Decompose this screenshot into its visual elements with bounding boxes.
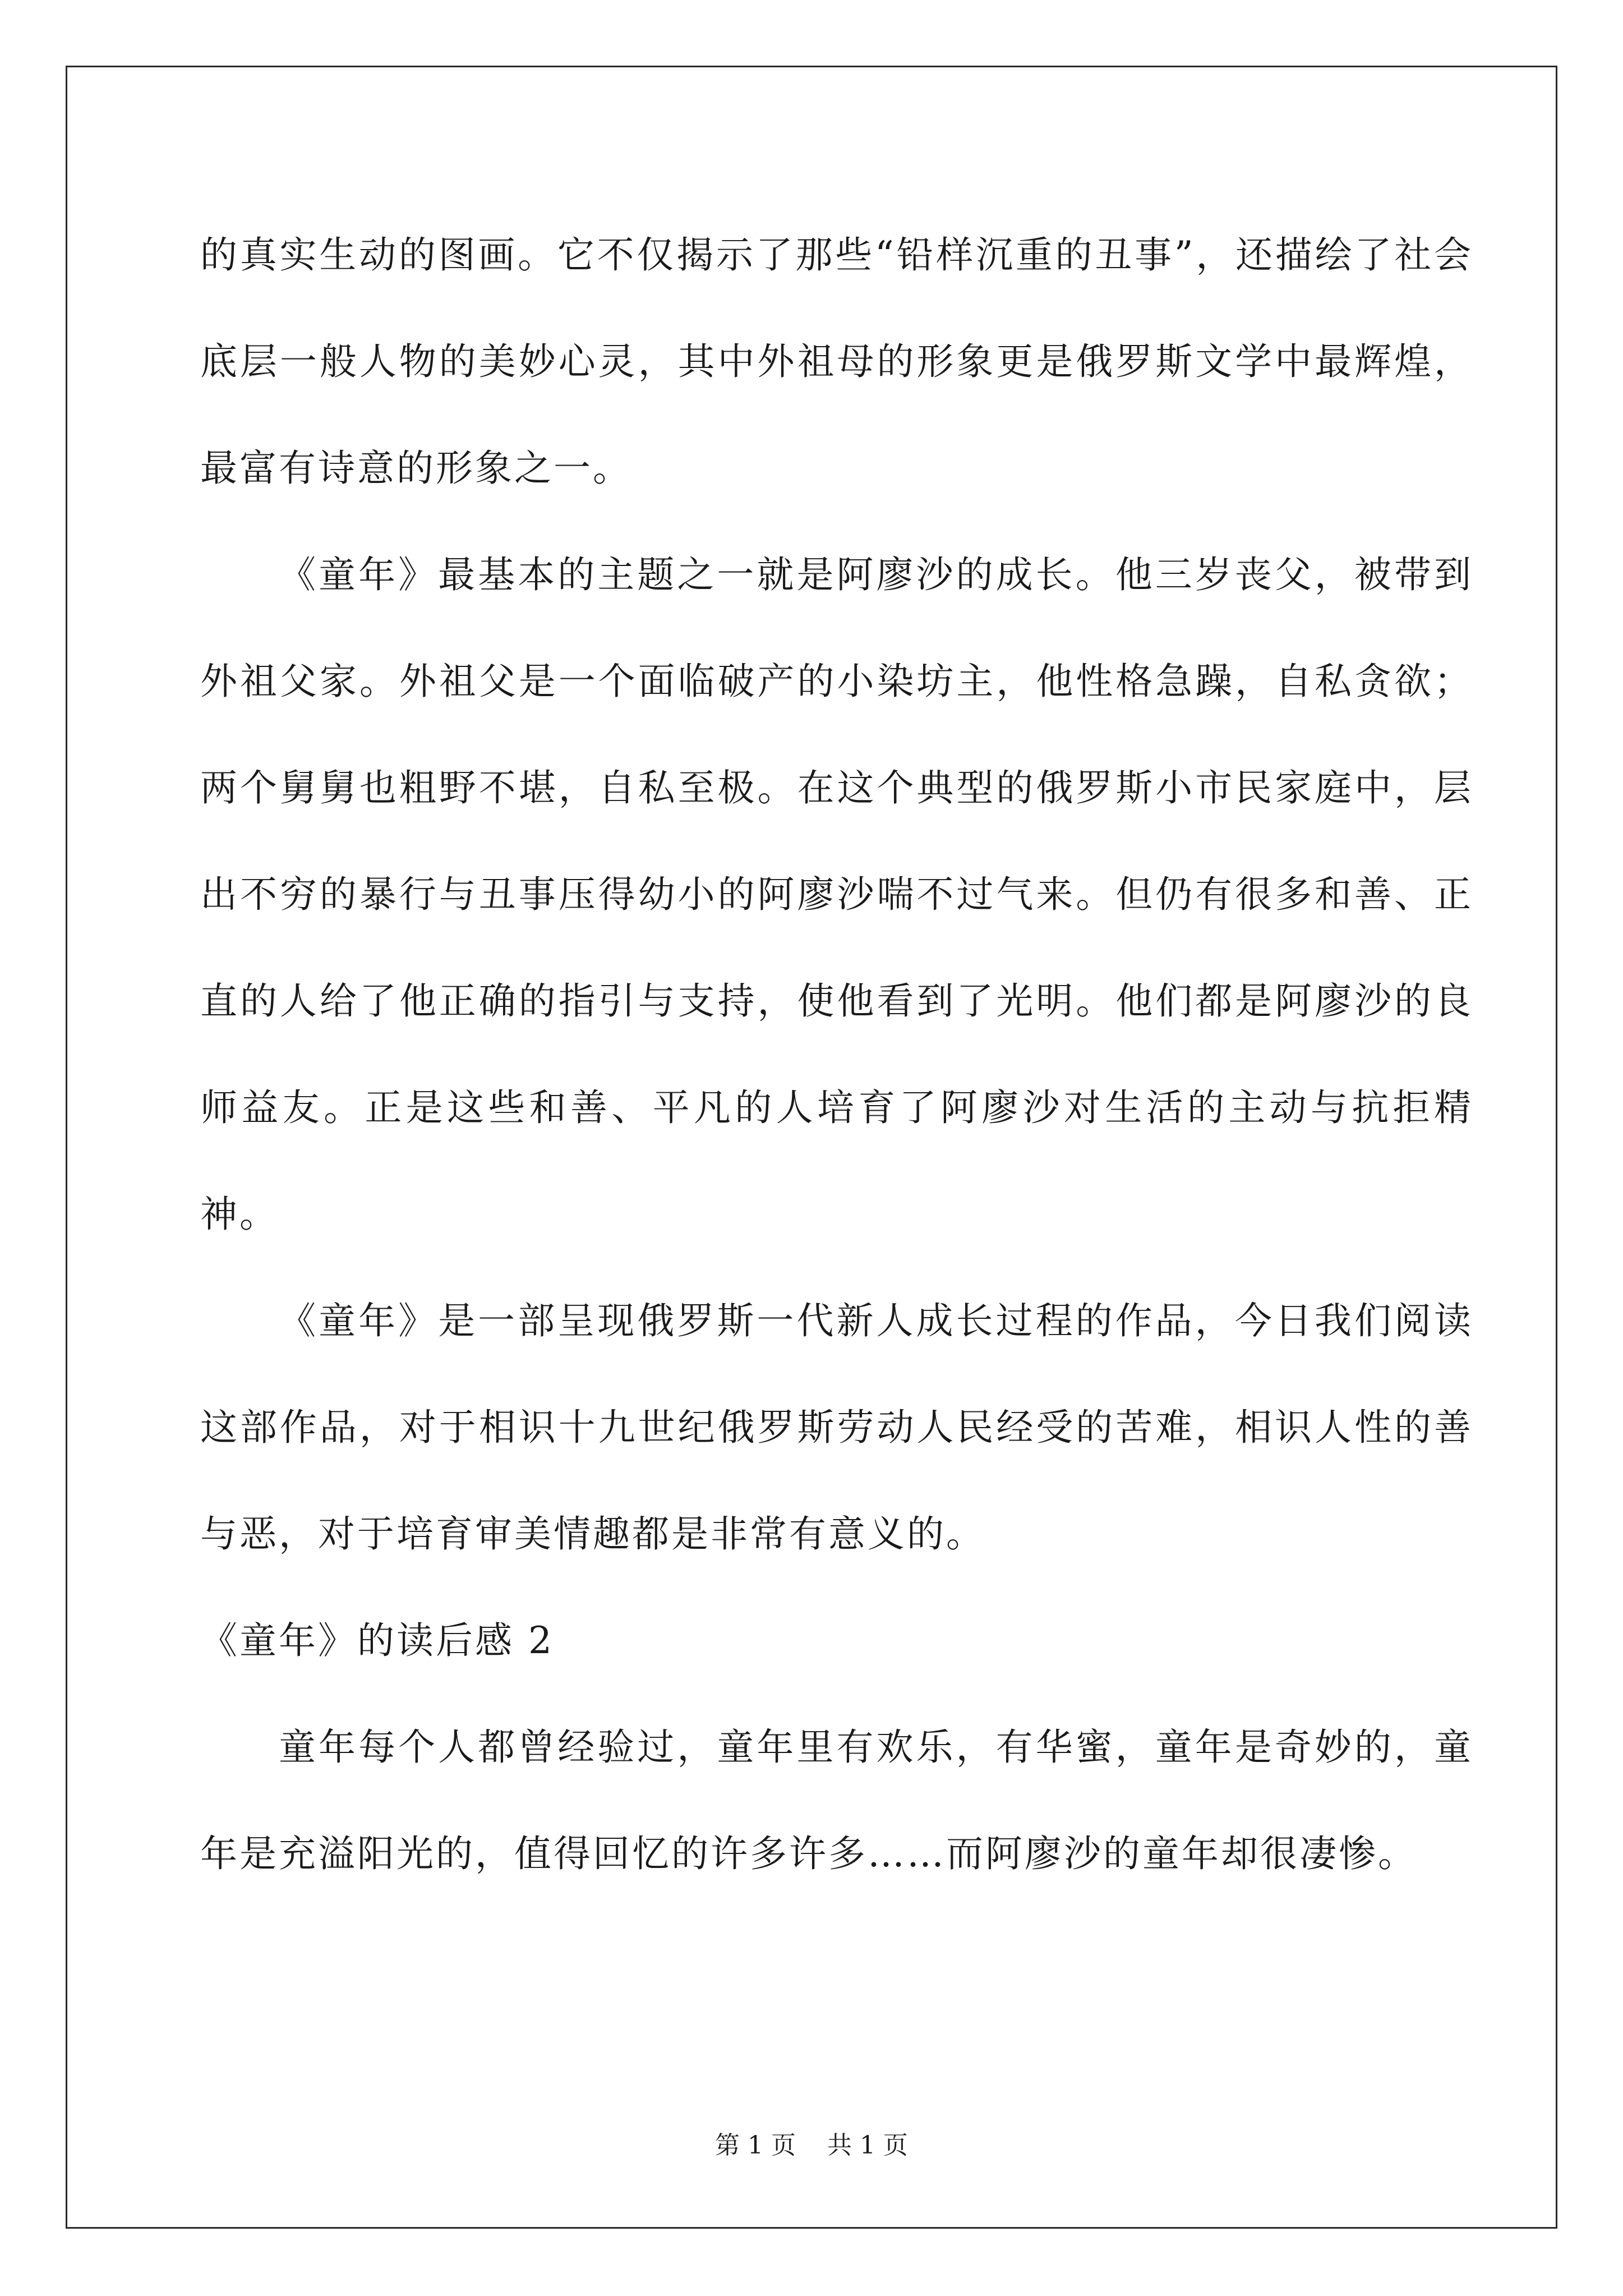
page-footer	[0, 2125, 1623, 2161]
document-body	[200, 202, 1473, 1907]
page-number: 第 1 页	[715, 2131, 796, 2160]
paragraph-4: 童年每个人都曾经验过，童年里有欢乐，有华蜜，童年是奇妙的，童年是充溢阳光的，值得回忆的许多许多……而阿廖沙的童年却很凄惨。	[200, 1726, 1473, 1875]
paragraph-1: 的真实生动的图画。它不仅揭示了那些“铅样沉重的丑事”，还描绘了社会底层一般人物的美妙心灵，其中外祖母的形象更是俄罗斯文学中最辉煌，最富有诗意的形象之一。	[200, 233, 1473, 490]
section-heading: 《童年》的读后感 2	[200, 1619, 554, 1662]
paragraph-2: 《童年》最基本的主题之一就是阿廖沙的成长。他三岁丧父，被带到外祖父家。外祖父是一个面临破产的小染坊主，他性格急躁，自私贪欲；两个舅舅也粗野不堪，自私至极。在这个典型的俄罗斯小市民家庭中，层出不穷的暴行与丑事压得幼小的阿廖沙喘不过气来。但仍有很多和善、正直的人给了他正确的指引与支持，使他看到了光明。他们都是阿廖沙的良师益友。正是这些和善、平凡的人培育了阿廖沙对生活的主动与抗拒精神。	[200, 553, 1473, 1236]
page-total: 共 1 页	[827, 2131, 908, 2160]
paragraph-3: 《童年》是一部呈现俄罗斯一代新人成长过程的作品，今日我们阅读这部作品，对于相识十九世纪俄罗斯劳动人民经受的苦难，相识人性的善与恶，对于培育审美情趣都是非常有意义的。	[200, 1299, 1473, 1556]
